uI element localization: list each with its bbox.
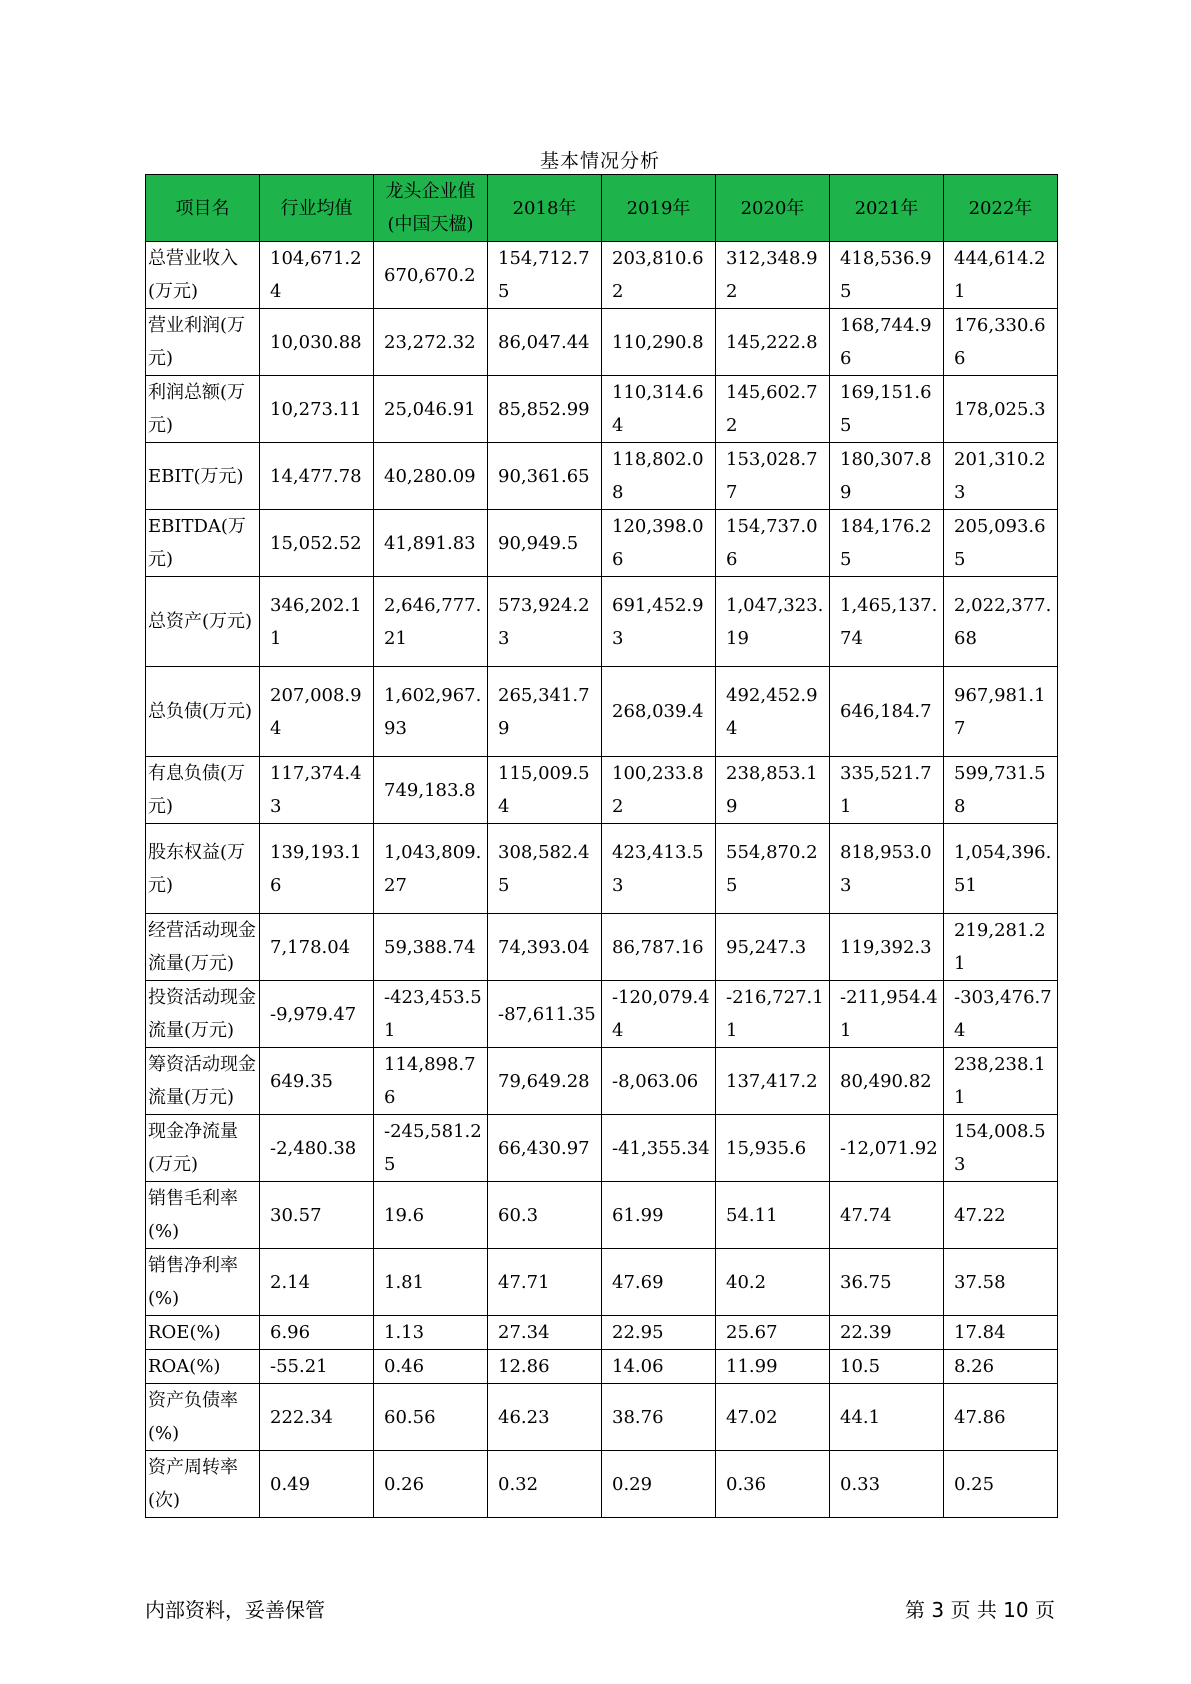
table-cell: 40,280.09 bbox=[374, 443, 488, 510]
table-cell: 7,178.04 bbox=[260, 914, 374, 981]
table-row bbox=[146, 1048, 1058, 1115]
table-cell: -2,480.38 bbox=[260, 1115, 374, 1182]
table-cell: 599,731.58 bbox=[944, 757, 1058, 824]
table-cell: 169,151.65 bbox=[830, 376, 944, 443]
table-cell: 238,853.19 bbox=[716, 757, 830, 824]
table-cell: -87,611.35 bbox=[488, 981, 602, 1048]
row-label: 营业利润(万元) bbox=[146, 309, 260, 376]
table-row bbox=[146, 824, 1058, 914]
table-cell: 11.99 bbox=[716, 1350, 830, 1384]
footer-confidential-note: 内部资料，妥善保管 bbox=[145, 1598, 325, 1622]
table-cell: 85,852.99 bbox=[488, 376, 602, 443]
row-label: 筹资活动现金流量(万元) bbox=[146, 1048, 260, 1115]
table-cell: 145,222.8 bbox=[716, 309, 830, 376]
table-cell: 0.36 bbox=[716, 1451, 830, 1518]
table-cell: 1,602,967.93 bbox=[374, 667, 488, 757]
table-cell: 30.57 bbox=[260, 1182, 374, 1249]
table-cell: 110,314.64 bbox=[602, 376, 716, 443]
table-cell: 238,238.11 bbox=[944, 1048, 1058, 1115]
table-cell: 2,646,777.21 bbox=[374, 577, 488, 667]
table-cell: 60.3 bbox=[488, 1182, 602, 1249]
table-cell: 100,233.82 bbox=[602, 757, 716, 824]
row-label: 总负债(万元) bbox=[146, 667, 260, 757]
table-row bbox=[146, 1350, 1058, 1384]
table-cell: 22.95 bbox=[602, 1316, 716, 1350]
table-cell: 1.13 bbox=[374, 1316, 488, 1350]
table-cell: 1.81 bbox=[374, 1249, 488, 1316]
table-cell: 10,030.88 bbox=[260, 309, 374, 376]
table-cell: 492,452.94 bbox=[716, 667, 830, 757]
table-cell: 1,043,809.27 bbox=[374, 824, 488, 914]
row-label: EBITDA(万元) bbox=[146, 510, 260, 577]
table-cell: 66,430.97 bbox=[488, 1115, 602, 1182]
table-cell: 203,810.62 bbox=[602, 242, 716, 309]
table-cell: 145,602.72 bbox=[716, 376, 830, 443]
table-cell: 201,310.23 bbox=[944, 443, 1058, 510]
table-row bbox=[146, 309, 1058, 376]
table-cell: 154,008.53 bbox=[944, 1115, 1058, 1182]
table-cell: 47.71 bbox=[488, 1249, 602, 1316]
table-cell: 95,247.3 bbox=[716, 914, 830, 981]
table-cell: 2,022,377.68 bbox=[944, 577, 1058, 667]
table-cell: 22.39 bbox=[830, 1316, 944, 1350]
table-cell: 0.32 bbox=[488, 1451, 602, 1518]
table-cell: -216,727.11 bbox=[716, 981, 830, 1048]
table-cell: 0.26 bbox=[374, 1451, 488, 1518]
table-cell: 86,047.44 bbox=[488, 309, 602, 376]
table-cell: 120,398.06 bbox=[602, 510, 716, 577]
table-cell: -41,355.34 bbox=[602, 1115, 716, 1182]
table-cell: 649.35 bbox=[260, 1048, 374, 1115]
table-cell: 60.56 bbox=[374, 1384, 488, 1451]
column-header: 行业均值 bbox=[260, 175, 374, 242]
table-cell: 27.34 bbox=[488, 1316, 602, 1350]
table-row bbox=[146, 1249, 1058, 1316]
row-label: 有息负债(万元) bbox=[146, 757, 260, 824]
table-cell: 176,330.66 bbox=[944, 309, 1058, 376]
table-row bbox=[146, 667, 1058, 757]
table-row bbox=[146, 443, 1058, 510]
table-cell: 117,374.43 bbox=[260, 757, 374, 824]
table-cell: 154,737.06 bbox=[716, 510, 830, 577]
table-cell: -303,476.74 bbox=[944, 981, 1058, 1048]
table-cell: 10,273.11 bbox=[260, 376, 374, 443]
table-cell: 2.14 bbox=[260, 1249, 374, 1316]
table-cell: 178,025.3 bbox=[944, 376, 1058, 443]
table-row bbox=[146, 1384, 1058, 1451]
table-row bbox=[146, 1182, 1058, 1249]
table-cell: 114,898.76 bbox=[374, 1048, 488, 1115]
table-cell: 14.06 bbox=[602, 1350, 716, 1384]
table-cell: 37.58 bbox=[944, 1249, 1058, 1316]
row-label: 资产负债率(%) bbox=[146, 1384, 260, 1451]
row-label: 利润总额(万元) bbox=[146, 376, 260, 443]
table-cell: 222.34 bbox=[260, 1384, 374, 1451]
row-label: ROA(%) bbox=[146, 1350, 260, 1384]
table-cell: 418,536.95 bbox=[830, 242, 944, 309]
table-cell: 0.25 bbox=[944, 1451, 1058, 1518]
table-cell: 79,649.28 bbox=[488, 1048, 602, 1115]
column-header: 2020年 bbox=[716, 175, 830, 242]
table-cell: 118,802.08 bbox=[602, 443, 716, 510]
table-cell: -245,581.25 bbox=[374, 1115, 488, 1182]
table-cell: 90,361.65 bbox=[488, 443, 602, 510]
table-title: 基本情况分析 bbox=[539, 150, 660, 172]
table-cell: 1,054,396.51 bbox=[944, 824, 1058, 914]
table-cell: 23,272.32 bbox=[374, 309, 488, 376]
table-cell: 749,183.8 bbox=[374, 757, 488, 824]
table-cell: 90,949.5 bbox=[488, 510, 602, 577]
table-cell: 0.46 bbox=[374, 1350, 488, 1384]
row-label: 股东权益(万元) bbox=[146, 824, 260, 914]
table-row bbox=[146, 577, 1058, 667]
table-cell: 46.23 bbox=[488, 1384, 602, 1451]
table-cell: -8,063.06 bbox=[602, 1048, 716, 1115]
table-cell: 691,452.93 bbox=[602, 577, 716, 667]
table-cell: 168,744.96 bbox=[830, 309, 944, 376]
table-row bbox=[146, 981, 1058, 1048]
table-row bbox=[146, 1115, 1058, 1182]
table-cell: 15,935.6 bbox=[716, 1115, 830, 1182]
table-cell: 554,870.25 bbox=[716, 824, 830, 914]
table-row bbox=[146, 376, 1058, 443]
column-header: 项目名 bbox=[146, 175, 260, 242]
table-cell: 115,009.54 bbox=[488, 757, 602, 824]
table-cell: 61.99 bbox=[602, 1182, 716, 1249]
row-label: 投资活动现金流量(万元) bbox=[146, 981, 260, 1048]
table-cell: 184,176.25 bbox=[830, 510, 944, 577]
table-body bbox=[146, 242, 1058, 1518]
table-cell: 139,193.16 bbox=[260, 824, 374, 914]
table-cell: -12,071.92 bbox=[830, 1115, 944, 1182]
table-row bbox=[146, 914, 1058, 981]
row-label: 销售净利率(%) bbox=[146, 1249, 260, 1316]
table-cell: 153,028.77 bbox=[716, 443, 830, 510]
row-label: 现金净流量(万元) bbox=[146, 1115, 260, 1182]
column-header: 2022年 bbox=[944, 175, 1058, 242]
table-cell: 646,184.7 bbox=[830, 667, 944, 757]
row-label: 总营业收入(万元) bbox=[146, 242, 260, 309]
table-cell: 308,582.45 bbox=[488, 824, 602, 914]
table-cell: 154,712.75 bbox=[488, 242, 602, 309]
table-cell: 104,671.24 bbox=[260, 242, 374, 309]
table-cell: 19.6 bbox=[374, 1182, 488, 1249]
table-header bbox=[146, 175, 1058, 242]
table-cell: 8.26 bbox=[944, 1350, 1058, 1384]
table-cell: 17.84 bbox=[944, 1316, 1058, 1350]
column-header: 2018年 bbox=[488, 175, 602, 242]
table-cell: 6.96 bbox=[260, 1316, 374, 1350]
table-cell: -120,079.44 bbox=[602, 981, 716, 1048]
table-cell: 205,093.65 bbox=[944, 510, 1058, 577]
row-label: 总资产(万元) bbox=[146, 577, 260, 667]
row-label: 经营活动现金流量(万元) bbox=[146, 914, 260, 981]
table-cell: 346,202.11 bbox=[260, 577, 374, 667]
table-cell: -423,453.51 bbox=[374, 981, 488, 1048]
row-label: 销售毛利率(%) bbox=[146, 1182, 260, 1249]
table-row bbox=[146, 242, 1058, 309]
table-cell: 423,413.53 bbox=[602, 824, 716, 914]
row-label: 资产周转率(次) bbox=[146, 1451, 260, 1518]
table-cell: 268,039.4 bbox=[602, 667, 716, 757]
table-cell: 12.86 bbox=[488, 1350, 602, 1384]
table-row bbox=[146, 510, 1058, 577]
table-cell: 119,392.3 bbox=[830, 914, 944, 981]
table-cell: 47.02 bbox=[716, 1384, 830, 1451]
table-cell: 967,981.17 bbox=[944, 667, 1058, 757]
table-cell: 47.86 bbox=[944, 1384, 1058, 1451]
table-cell: 0.33 bbox=[830, 1451, 944, 1518]
table-row bbox=[146, 1451, 1058, 1518]
table-cell: 36.75 bbox=[830, 1249, 944, 1316]
table-cell: 137,417.2 bbox=[716, 1048, 830, 1115]
row-label: ROE(%) bbox=[146, 1316, 260, 1350]
table-cell: 265,341.79 bbox=[488, 667, 602, 757]
table-cell: 1,047,323.19 bbox=[716, 577, 830, 667]
table-cell: -55.21 bbox=[260, 1350, 374, 1384]
table-cell: 0.49 bbox=[260, 1451, 374, 1518]
table-row bbox=[146, 1316, 1058, 1350]
table-cell: 335,521.71 bbox=[830, 757, 944, 824]
table-cell: 80,490.82 bbox=[830, 1048, 944, 1115]
table-cell: 59,388.74 bbox=[374, 914, 488, 981]
table-cell: 25,046.91 bbox=[374, 376, 488, 443]
table-cell: 444,614.21 bbox=[944, 242, 1058, 309]
table-cell: 54.11 bbox=[716, 1182, 830, 1249]
table-cell: 38.76 bbox=[602, 1384, 716, 1451]
table-cell: 15,052.52 bbox=[260, 510, 374, 577]
table-cell: 86,787.16 bbox=[602, 914, 716, 981]
table-cell: 1,465,137.74 bbox=[830, 577, 944, 667]
footer-page-number: 第 3 页 共 10 页 bbox=[905, 1598, 1055, 1622]
column-header: 2021年 bbox=[830, 175, 944, 242]
row-label: EBIT(万元) bbox=[146, 443, 260, 510]
table-cell: 74,393.04 bbox=[488, 914, 602, 981]
table-cell: 312,348.92 bbox=[716, 242, 830, 309]
financial-analysis-table bbox=[145, 174, 1058, 1518]
table-cell: 10.5 bbox=[830, 1350, 944, 1384]
table-cell: 47.69 bbox=[602, 1249, 716, 1316]
table-cell: 0.29 bbox=[602, 1451, 716, 1518]
column-header: 龙头企业值(中国天楹) bbox=[374, 175, 488, 242]
table-cell: 110,290.8 bbox=[602, 309, 716, 376]
table-cell: 670,670.2 bbox=[374, 242, 488, 309]
header-row bbox=[146, 175, 1058, 242]
table-cell: 44.1 bbox=[830, 1384, 944, 1451]
table-cell: -211,954.41 bbox=[830, 981, 944, 1048]
table-cell: 573,924.23 bbox=[488, 577, 602, 667]
table-cell: 818,953.03 bbox=[830, 824, 944, 914]
table-cell: 40.2 bbox=[716, 1249, 830, 1316]
table-cell: 219,281.21 bbox=[944, 914, 1058, 981]
column-header: 2019年 bbox=[602, 175, 716, 242]
table-cell: 47.22 bbox=[944, 1182, 1058, 1249]
table-cell: 47.74 bbox=[830, 1182, 944, 1249]
table-cell: 207,008.94 bbox=[260, 667, 374, 757]
table-cell: 41,891.83 bbox=[374, 510, 488, 577]
table-cell: -9,979.47 bbox=[260, 981, 374, 1048]
table-row bbox=[146, 757, 1058, 824]
table-cell: 25.67 bbox=[716, 1316, 830, 1350]
table-cell: 180,307.89 bbox=[830, 443, 944, 510]
table-cell: 14,477.78 bbox=[260, 443, 374, 510]
